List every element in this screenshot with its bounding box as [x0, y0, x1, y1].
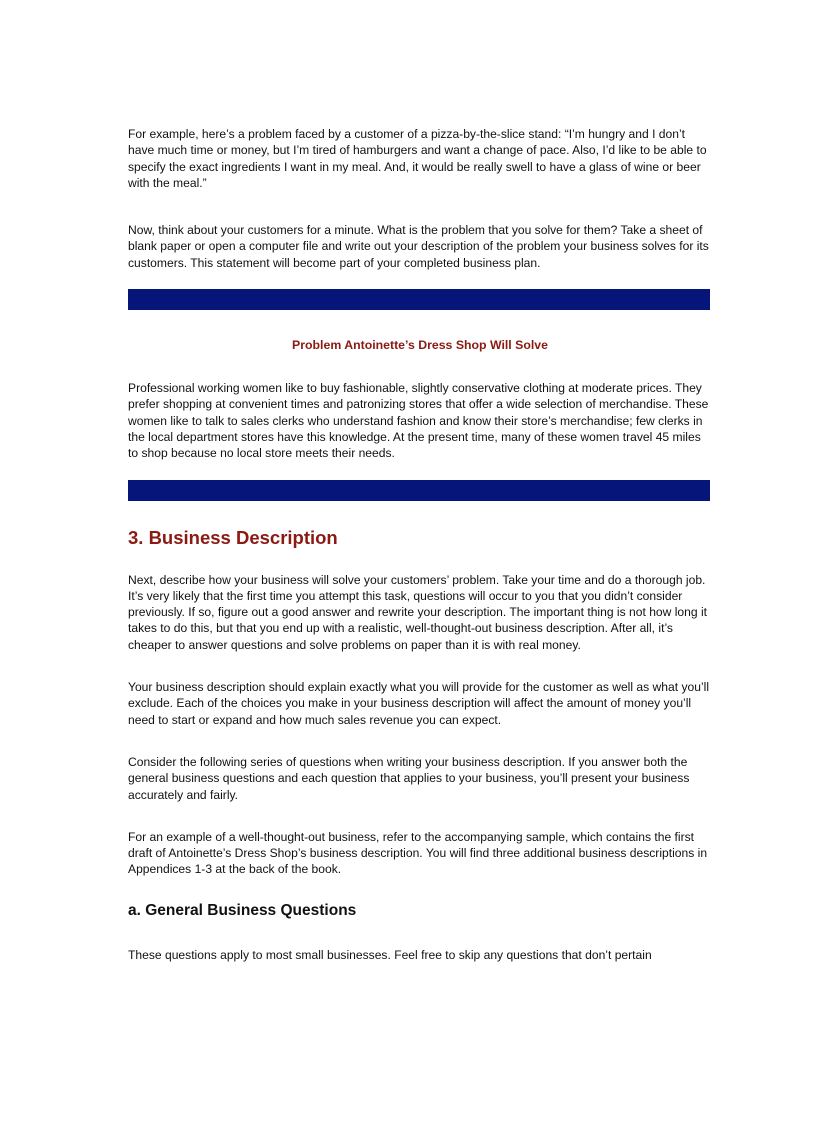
section-paragraph-example-business: For an example of a well-thought-out business, refer to the accompanying sample, which contains the first draft of Antoinette’s Dress Shop’s business description. You will find three additional business descriptions in Appendices 1-3 at the back of the book. — [128, 829, 708, 877]
subsection-heading-general-questions: a. General Business Questions — [128, 901, 357, 919]
sample-bottom-band — [128, 480, 710, 501]
intro-paragraph-customer-problem: Now, think about your customers for a minute. What is the problem that you solve for them? Take a sheet of blank paper or open a computer file and write out your description of the problem your business solves for its customers. This statement will become part of your completed business plan. — [128, 223, 709, 270]
document-page — [128, 126, 712, 963]
sample-heading: Problem Antoinette’s Dress Shop Will Solve — [292, 338, 548, 353]
sample-top-band — [128, 289, 710, 310]
intro-paragraph-pizza-example: For example, here’s a problem faced by a customer of a pizza-by-the-slice stand: “I’m hungry and I don’t have much time or money, but I’m tired of hamburgers and want a change of pace. Also, I’d like to be able to specify the exact ingredients I want in my meal. And, it would be really swell to have a glass of wine or beer with the meal.” — [128, 127, 707, 190]
section-paragraph-solve-problem: Next, describe how your business will solve your customers’ problem. Take your time and do a thorough job. It’s very likely that the first time you attempt this task, questions will occur to you that you didn’t consider previously. If so, figure out a good answer and rewrite your description. The important thing is not how long it takes to do this, but that you end up with a realistic, well-thought-out business description. After all, it’s cheaper to answer questions and solve problems on paper than it is with real money. — [128, 572, 708, 652]
section-heading-business-description: 3. Business Description — [128, 526, 338, 548]
section-paragraph-explain-exactly: Your business description should explain exactly what you will provide for the customer as well as what you’ll exclude. Each of the choices you make in your business description will affect the amount of money you’ll need to start or expand and how much sales revenue you can expect. — [128, 680, 710, 727]
subsection-paragraph-questions-apply: These questions apply to most small businesses. Feel free to skip any questions that don’t pertain — [128, 947, 652, 962]
sample-body-paragraph: Professional working women like to buy fashionable, slightly conservative clothing at moderate prices. They prefer shopping at convenient times and patronizing stores that offer a wide selection of merchandise. These women like to talk to sales clerks who understand fashion and know their store’s merchandise; few clerks in the local department stores have this knowledge. At the present time, many of these women travel 45 miles to shop because no local store meets their needs. — [128, 381, 709, 461]
section-paragraph-series-of-questions: Consider the following series of questions when writing your business description. If you answer both the general business questions and each question that applies to your business, you’ll present your business accurately and fairly. — [128, 754, 690, 802]
